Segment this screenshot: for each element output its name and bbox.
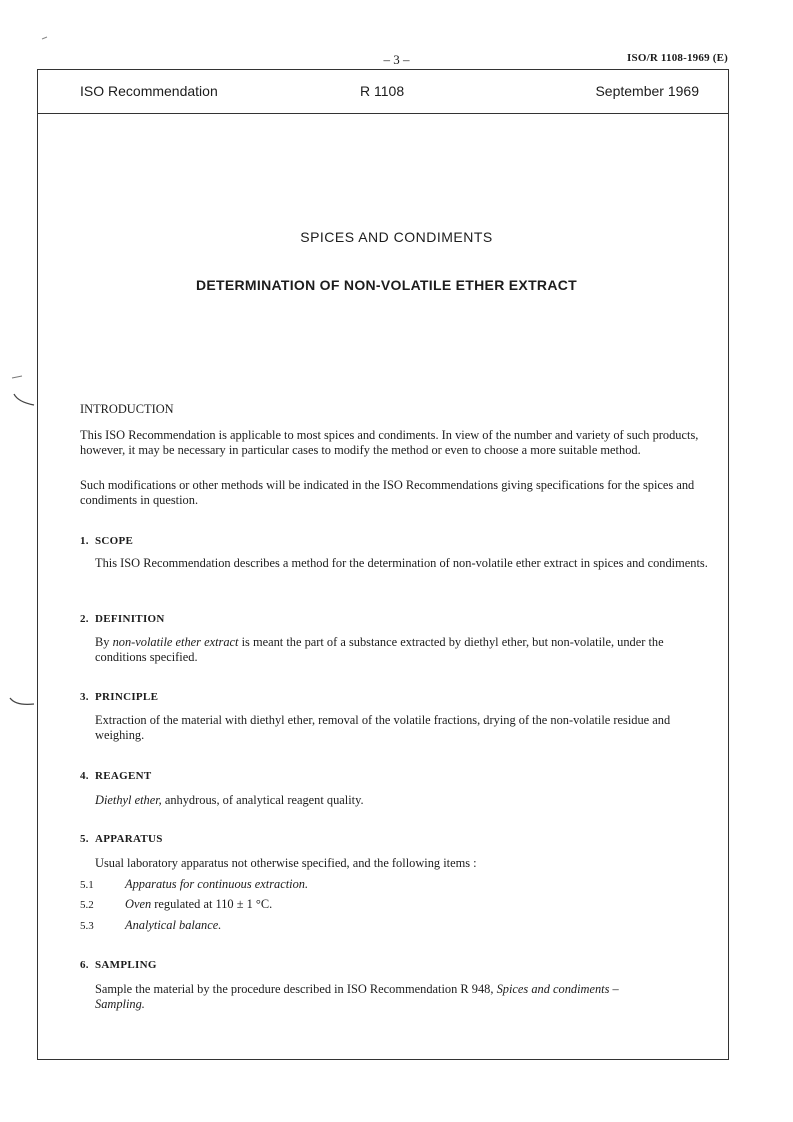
section-number: 5. bbox=[80, 833, 89, 845]
introduction-heading: INTRODUCTION bbox=[80, 402, 174, 416]
section-scope-text: This ISO Recommendation describes a method for the determination of non-volatile ether extract in spices and condiments. bbox=[95, 556, 708, 570]
section-reagent-text bbox=[95, 793, 715, 808]
apparatus-item-text: regulated at 110 ± 1 °C. bbox=[151, 897, 273, 911]
scan-mark-icon bbox=[4, 372, 38, 412]
section-apparatus-heading bbox=[80, 832, 720, 847]
apparatus-item-term: Analytical balance. bbox=[125, 918, 222, 932]
page-number: – 3 – bbox=[383, 52, 410, 67]
section-number: 2. bbox=[80, 613, 89, 625]
definition-term: non-volatile ether extract bbox=[112, 635, 239, 649]
section-title: REAGENT bbox=[95, 770, 152, 782]
header-date: September 1969 bbox=[595, 83, 699, 99]
scan-speck-icon bbox=[40, 34, 50, 42]
section-principle-heading bbox=[80, 690, 720, 705]
section-number: 6. bbox=[80, 959, 89, 971]
header-recommendation-number: R 1108 bbox=[360, 83, 405, 99]
section-number: 4. bbox=[80, 770, 89, 782]
section-principle-text: Extraction of the material with diethyl ether, removal of the volatile fractions, drying of the non-volatile residue and weighing. bbox=[95, 713, 671, 742]
section-number: 1. bbox=[80, 535, 89, 547]
apparatus-item-term: Oven bbox=[125, 897, 152, 911]
section-title: PRINCIPLE bbox=[95, 691, 159, 703]
introduction-paragraph-1: This ISO Recommendation is applicable to most spices and condiments. In view of the number and variety of such products, however, it may be necessary in particular cases to modify the method or even to choose a more suitable method. bbox=[80, 428, 699, 457]
section-definition-text bbox=[95, 635, 715, 665]
apparatus-item-term: Apparatus for continuous extraction. bbox=[125, 877, 309, 891]
section-scope-heading bbox=[80, 534, 720, 549]
section-title: SAMPLING bbox=[95, 959, 157, 971]
apparatus-item-number: 5.3 bbox=[80, 920, 94, 932]
sampling-instruction: Sample the material by the procedure described in ISO Recommendation R 948, bbox=[95, 982, 497, 996]
document-reference: ISO/R 1108-1969 (E) bbox=[627, 52, 728, 64]
section-sampling-heading bbox=[80, 958, 720, 973]
page-subtitle: DETERMINATION OF NON-VOLATILE ETHER EXTRACT bbox=[195, 277, 578, 293]
section-definition-heading bbox=[80, 612, 720, 627]
section-title: APPARATUS bbox=[95, 833, 163, 845]
definition-lead: By bbox=[95, 635, 113, 649]
scan-mark-icon bbox=[4, 690, 38, 712]
reagent-description: anhydrous, of analytical reagent quality. bbox=[161, 793, 364, 807]
apparatus-item bbox=[80, 918, 221, 933]
apparatus-intro: Usual laboratory apparatus not otherwise specified, and the following items : bbox=[95, 856, 477, 870]
apparatus-item bbox=[80, 877, 308, 892]
section-sampling-text bbox=[95, 982, 670, 1012]
apparatus-item-number: 5.2 bbox=[80, 899, 94, 911]
apparatus-item bbox=[80, 897, 272, 912]
header-document-type: ISO Recommendation bbox=[80, 83, 218, 99]
section-title: DEFINITION bbox=[95, 613, 165, 625]
introduction-paragraph-2: Such modifications or other methods will be indicated in the ISO Recommendations giving specifications for the spices and condiments in question. bbox=[80, 478, 695, 507]
page-title: SPICES AND CONDIMENTS bbox=[300, 229, 493, 245]
apparatus-item-number: 5.1 bbox=[80, 879, 94, 891]
reagent-term: Diethyl ether, bbox=[95, 793, 162, 807]
section-reagent-heading bbox=[80, 769, 720, 784]
section-title: SCOPE bbox=[95, 535, 134, 547]
definition-body: is meant the part of a substance extracted by diethyl ether, but non-volatile, under the conditions specified. bbox=[95, 635, 664, 664]
section-number: 3. bbox=[80, 691, 89, 703]
sampling-reference: Spices and condiments – Sampling. bbox=[95, 982, 619, 1011]
header-divider bbox=[37, 113, 729, 114]
